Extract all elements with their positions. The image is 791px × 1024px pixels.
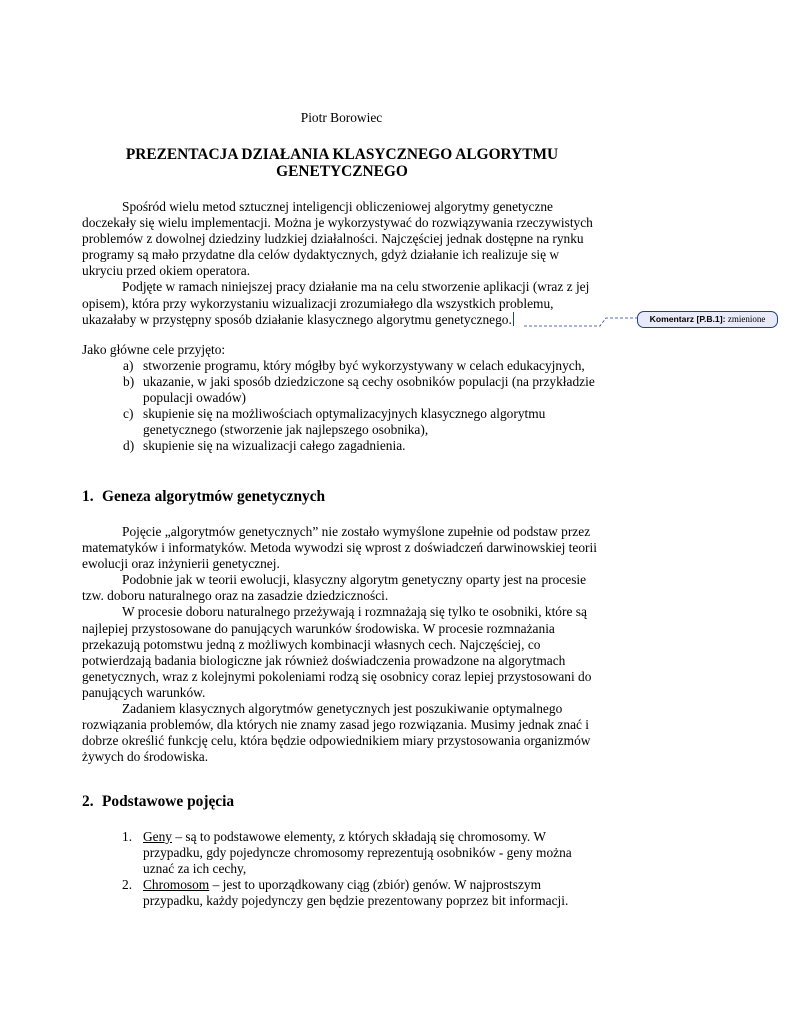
list-marker: 2. (122, 877, 133, 893)
section-2-heading (82, 793, 602, 811)
section-1-paragraph-4: Zadaniem klasycznych algorytmów genetycznych jest poszukiwanie optymalnego rozwiązania problemów, dla których nie znamy zasad jego rozwiązania. Musimy jednak znać i dobrze określić funkcję celu, która będzie odpowiednikiem miary przystosowania organizmów żywych do środowiska. (82, 701, 591, 765)
section-heading-text: Podstawowe pojęcia (102, 793, 235, 810)
section-2 (82, 793, 602, 811)
section-number: 2. (82, 793, 94, 810)
intro-paragraph-1: Spośród wielu metod sztucznej inteligencji obliczeniowej algorytmy genetyczne doczekały się wielu implementacji. Można je wykorzystywać do rozwiązywania rzeczywistych problemów z dowolnej dziedziny ludzkiej działalności. Najczęściej jednak dostępne na rynku programy są mało przydatne dla celów dydaktycznych, gdyż działanie ich realizuje się w ukryciu przed okiem operatora. (82, 199, 593, 279)
section-1-paragraph-1: Pojęcie „algorytmów genetycznych” nie zostało wymyślone zupełnie od podstaw przez matematyków i informatyków. Metoda wywodzi się wprost z doświadczeń darwinowskiej teorii ewolucji oraz inżynierii genetycznej. (82, 524, 597, 572)
comment-label: Komentarz [P.B.1]: (649, 314, 726, 324)
section-1-paragraph-2: Podobnie jak w teorii ewolucji, klasyczny algorytm genetyczny oparty jest na procesie tzw. doboru naturalnego oraz na zasadzie dziedziczności. (82, 572, 587, 604)
list-marker: a) (123, 357, 134, 373)
goals-intro: Jako główne cele przyjęto: (82, 341, 226, 357)
list-item-text: skupienie się na wizualizacji całego zagadnienia. (143, 438, 406, 454)
list-marker: 1. (122, 829, 133, 844)
section-heading-text: Geneza algorytmów genetycznych (102, 488, 326, 505)
list-item (122, 829, 602, 877)
intro-paragraph-2 (82, 279, 602, 327)
list-item (123, 373, 602, 406)
list-marker: c) (123, 406, 134, 422)
list-item-text: skupienie się na możliwościach optymalizacyjnych klasycznego algorytmu genetycznego (stworzenie jak najlepszego osobnika), (143, 406, 546, 438)
comment-status: zmienione (727, 314, 766, 324)
section-1 (82, 488, 602, 506)
intro-section (82, 199, 602, 454)
goals-list (82, 358, 602, 455)
document-title: PREZENTACJA DZIAŁANIA KLASYCZNEGO ALGORYTMU GENETYCZNEGO (125, 146, 559, 180)
author-name: Piotr Borowiec (300, 110, 383, 125)
definitions-list (82, 829, 602, 909)
section-1-body (82, 524, 602, 765)
list-item-text: ukazanie, w jaki sposób dziedziczone są cechy osobników populacji (na przykładzie populacji owadów) (143, 373, 595, 406)
list-item (123, 438, 602, 454)
intro-paragraph-2-text: Podjęte w ramach niniejszej pracy działanie ma na celu stworzenie aplikacji (wraz z jej opisem), która przy wykorzystaniu wizualizacji zrozumiałego dla wszystkich problemu, ukazałaby w przystępny sposób działanie klasycznego algorytmu genetycznego. (82, 279, 590, 327)
section-1-paragraph-3: W procesie doboru naturalnego przeżywają i rozmnażają się tylko te osobniki, które są najlepiej przystosowane do panujących warunków środowiska. W procesie rozmnażania przekazują potomstwu jedną z możliwych kombinacji własnych cech. Najczęściej, co potwierdzają badania biologiczne jak również doświadczenia prowadzone na algorytmach genetycznych, wraz z kolejnymi pokoleniami rodzą się osobnicy coraz lepiej przystosowani do panujących warunków. (82, 604, 592, 700)
section-1-heading (82, 488, 602, 506)
list-item (122, 877, 602, 909)
list-marker: d) (123, 438, 135, 454)
definition-term: Geny (143, 829, 173, 844)
definition-term: Chromosom (143, 877, 210, 893)
list-item-text: stworzenie programu, który mógłby być wykorzystywany w celach edukacyjnych, (143, 357, 585, 373)
comment-balloon[interactable] (637, 311, 778, 328)
definition-text: – są to podstawowe elementy, z których składają się chromosomy. W przypadku, gdy pojedyncze chromosomy reprezentują osobników - geny można uznać za ich cechy, (143, 829, 572, 877)
section-2-body (82, 829, 602, 909)
comment-anchor[interactable] (513, 312, 514, 326)
definition-text: – jest to uporządkowany ciąg (zbiór) genów. W najprostszym przypadku, każdy pojedynczy gen będzie prezentowany poprzez bit informacji. (143, 877, 569, 909)
list-item (123, 357, 602, 374)
list-marker: b) (123, 373, 135, 389)
list-item (123, 406, 602, 438)
section-number: 1. (82, 488, 94, 505)
